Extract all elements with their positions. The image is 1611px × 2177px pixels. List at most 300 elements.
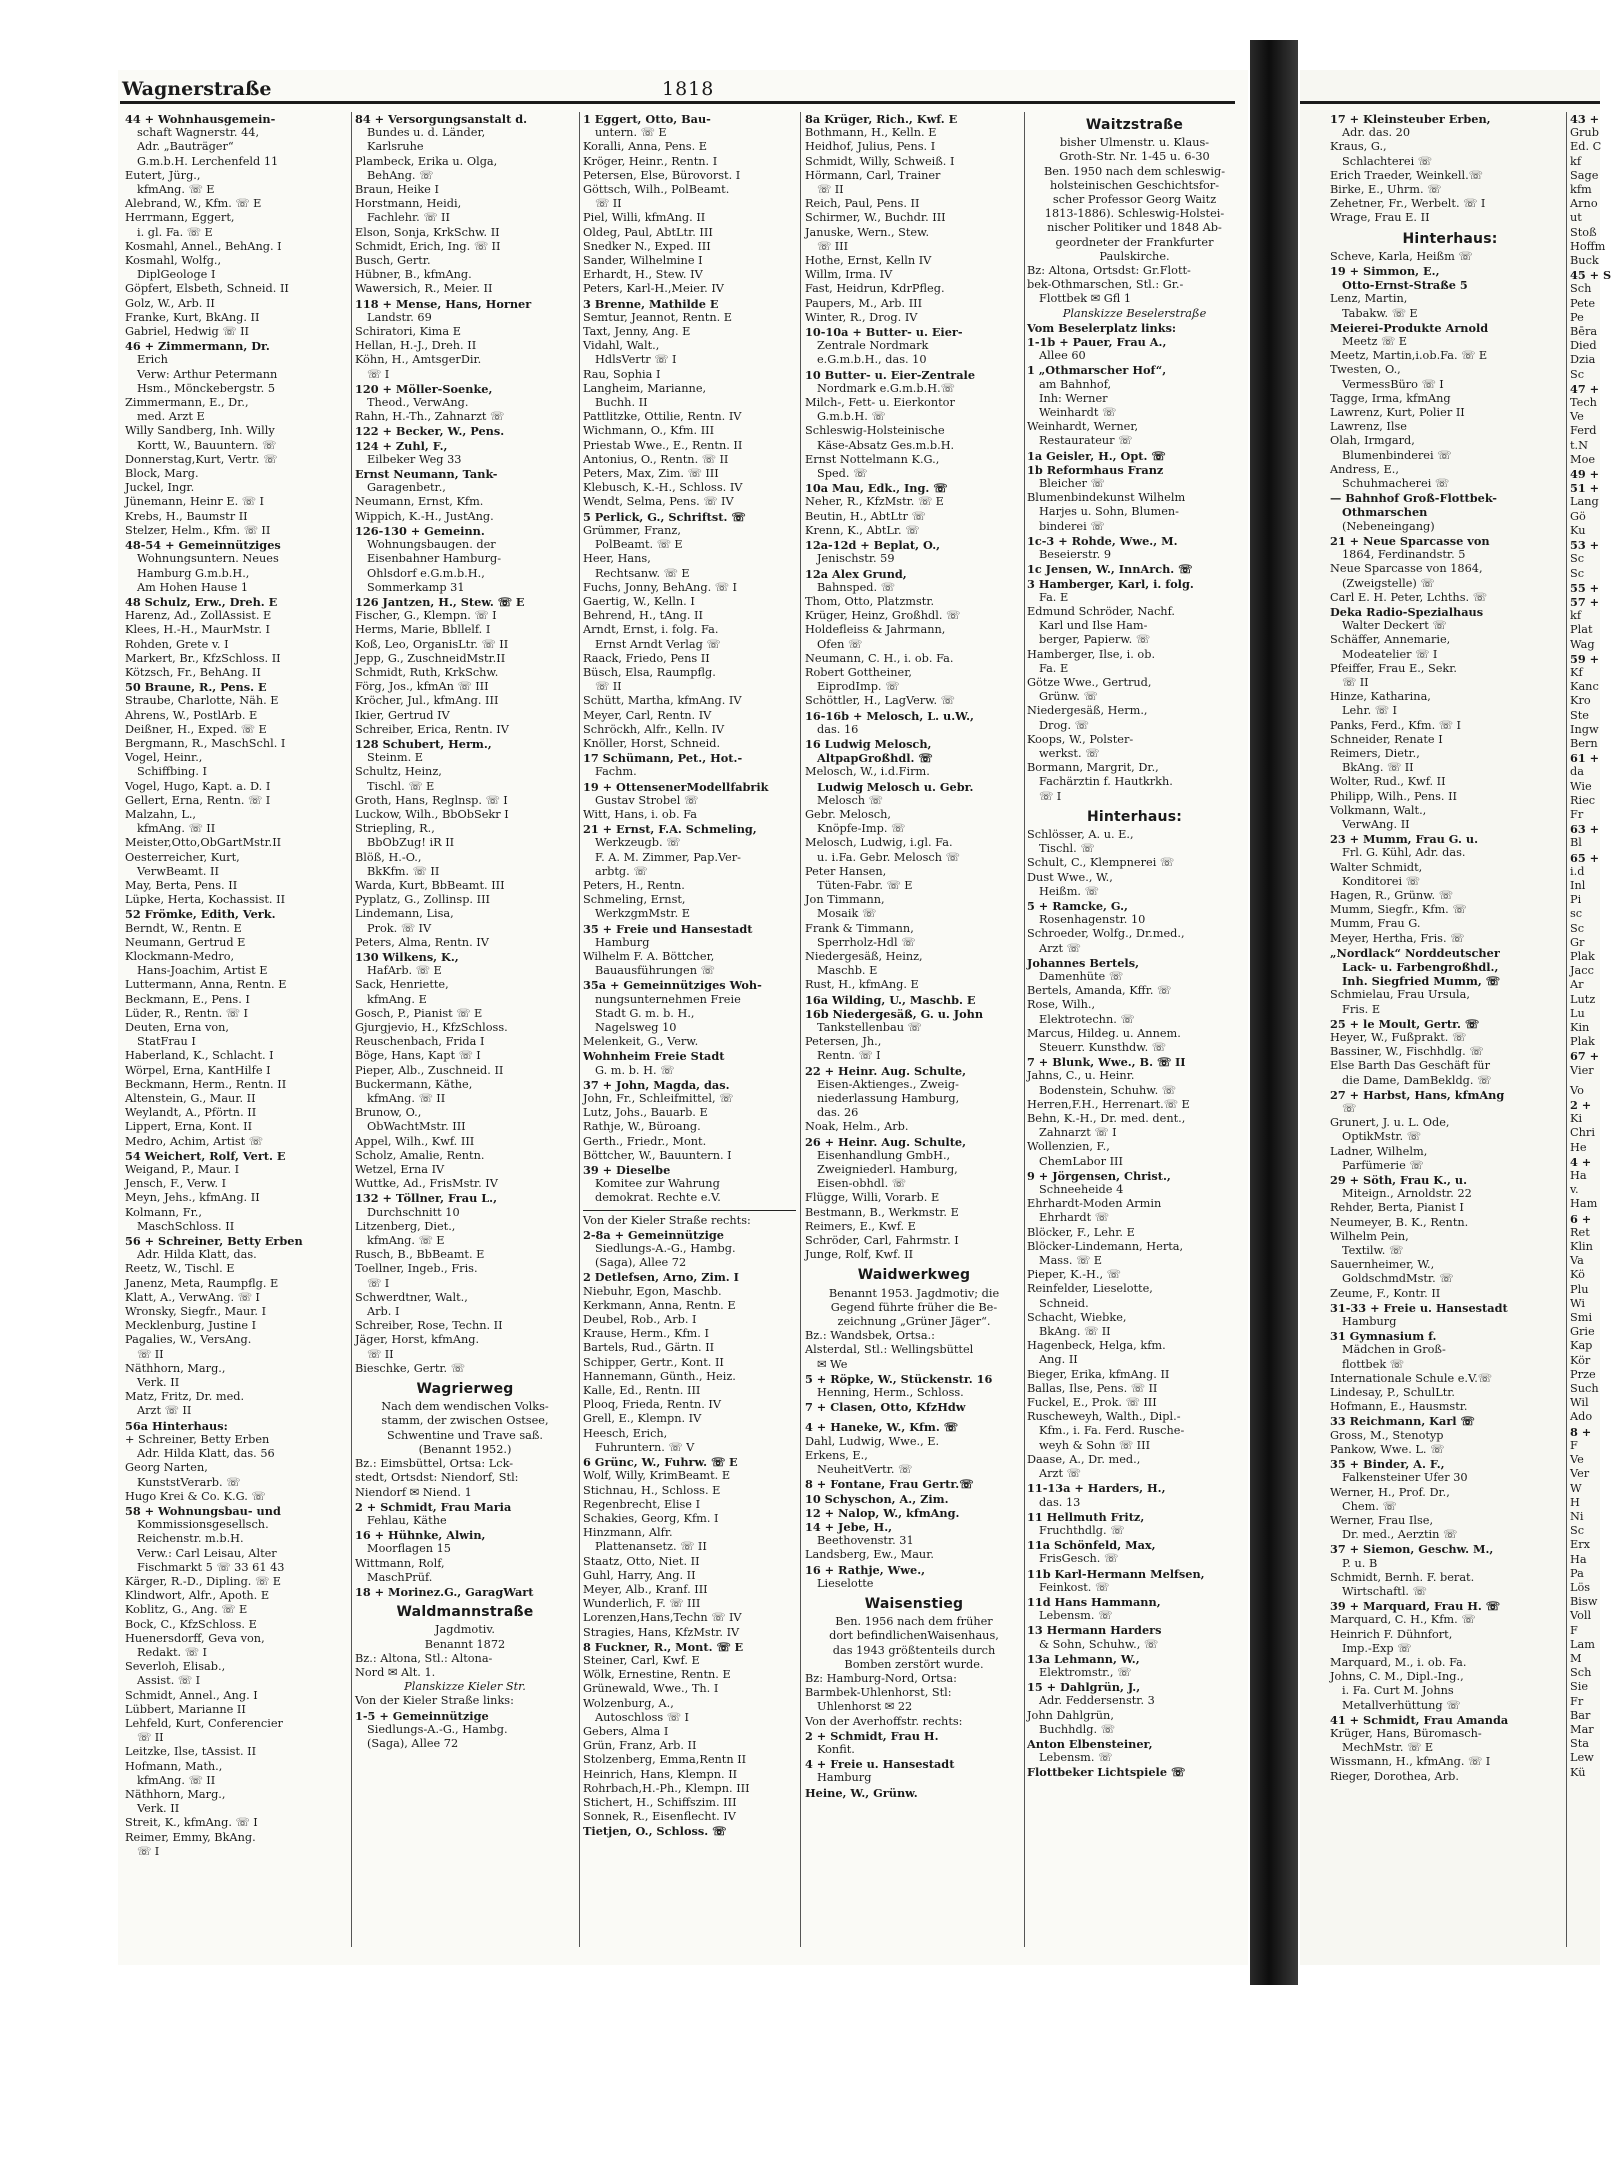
directory-entry: 2 Detlefsen, Arno, Zim. I (583, 1270, 739, 1285)
directory-entry: 53 + (1570, 538, 1600, 553)
directory-entry: Sta (1570, 1737, 1590, 1751)
directory-entry: Fuhruntern. ☏ V (595, 1440, 695, 1454)
directory-entry: Golz, W., Arb. II (125, 296, 215, 310)
directory-entry: Schröckh, Alfr., Kelln. IV (583, 722, 725, 736)
directory-entry: Schlösser, A. u. E., (1027, 827, 1134, 841)
directory-entry: Werner, Frau Ilse, (1330, 1513, 1434, 1527)
directory-entry: (Nebeneingang) (1342, 519, 1435, 533)
directory-entry: Pagalies, W., VersAng. (125, 1333, 252, 1347)
directory-entry: Ste (1570, 708, 1589, 722)
directory-entry: Neumeyer, B. K., Rentn. (1330, 1215, 1469, 1229)
directory-entry: „Nordlack“ Norddeutscher (1330, 945, 1500, 960)
directory-entry: He (1570, 1140, 1587, 1154)
directory-entry: Jahns, C., u. Heinr. (1027, 1069, 1135, 1083)
directory-entry: kfmAng. ☏ E (367, 1234, 445, 1248)
directory-entry: Hofmann, Math., (125, 1759, 223, 1773)
directory-entry: Elson, Sonja, KrkSchw. II (355, 225, 500, 239)
directory-entry: Nagelsweg 10 (595, 1021, 677, 1034)
directory-entry: Kraus, G., (1330, 140, 1387, 154)
directory-entry: 35a + Gemeinnütziges Woh- (583, 978, 762, 993)
directory-entry: Gaertig, W., Kelln. I (583, 594, 695, 608)
directory-entry: 2 + Schmidt, Frau H. (805, 1728, 939, 1743)
directory-entry: Bēra (1570, 325, 1598, 339)
page-header-title: Wagnerstraße (122, 78, 272, 100)
directory-entry: Herms, Marie, Bbllelf. I (355, 623, 491, 637)
directory-entry: Hoffm (1570, 239, 1606, 253)
directory-entry: Lehr. ☏ I (1342, 704, 1397, 718)
directory-entry: Schreiber, Erica, Rentn. IV (355, 722, 509, 736)
directory-entry: ☏ II (367, 1347, 394, 1361)
directory-entry: Schakies, Georg, Kfm. I (583, 1511, 719, 1525)
directory-entry: Litzenberg, Diet., (355, 1219, 456, 1233)
street-note: Paulskirche. (1099, 249, 1170, 263)
directory-entry: Sage (1570, 168, 1599, 182)
directory-entry: Ernst Nottelmann K.G., (805, 452, 940, 466)
directory-entry: Striepling, R., (355, 822, 435, 836)
street-note: Benannt 1872 (424, 1637, 506, 1651)
directory-entry: Bieschke, Gertr. ☏ (355, 1361, 465, 1375)
directory-entry: Wawersich, R., Meier. II (355, 282, 493, 296)
directory-entry: Malzahn, L., (125, 807, 197, 821)
directory-entry: Köhn, H., AmtsgerDir. (355, 353, 482, 367)
directory-entry: Johannes Bertels, (1027, 955, 1139, 970)
directory-entry: Buchhdlg. ☏ (1039, 1722, 1115, 1736)
directory-entry: Krüger, Heinz, Großhdl. ☏ (805, 609, 961, 623)
directory-entry: Brunow, O., (355, 1106, 422, 1120)
directory-entry: 3 Hamberger, Karl, i. folg. (1027, 576, 1194, 591)
column-2 (355, 112, 575, 1952)
directory-entry: 13a Lehmann, W., (1027, 1651, 1140, 1666)
directory-entry: Milch-, Fett- u. Eierkontor (805, 396, 955, 410)
directory-entry: Weinhardt, Werner, (1027, 420, 1139, 434)
directory-entry: Wil (1570, 1396, 1589, 1410)
directory-entry: Lübbert, Marianne II (125, 1702, 246, 1716)
directory-entry: i.d (1570, 864, 1585, 878)
column-divider (351, 112, 352, 1947)
directory-entry: Gellert, Erna, Rentn. ☏ I (125, 793, 271, 807)
directory-entry: MechMstr. ☏ E (1342, 1741, 1434, 1755)
directory-entry: Förg, Jos., kfmAn ☏ III (355, 680, 489, 694)
directory-entry: Arzt ☏ (1039, 1467, 1081, 1481)
directory-entry: Inh: Werner (1039, 391, 1108, 405)
directory-entry: da (1570, 765, 1584, 779)
directory-entry: Othmarschen (1342, 505, 1428, 520)
directory-entry: Johns, C. M., Dipl.-Ing., (1330, 1670, 1464, 1684)
directory-entry: Zeume, F., Kontr. II (1330, 1286, 1441, 1300)
directory-entry: Lawrenz, Kurt, Polier II (1330, 406, 1465, 420)
directory-entry: Gr (1570, 935, 1585, 949)
directory-entry: M (1570, 1651, 1582, 1665)
directory-entry: OptikMstr. ☏ (1342, 1130, 1421, 1144)
directory-entry: Plambeck, Erika u. Olga, (355, 154, 498, 168)
directory-entry: G.m.b.H. Lerchenfeld 11 (137, 154, 279, 168)
directory-entry: Wetzel, Erna IV (355, 1163, 445, 1177)
directory-entry: John, Fr., Schleifmittel, ☏ (583, 1092, 734, 1106)
directory-entry: 21 + Neue Sparcasse von (1330, 533, 1490, 548)
directory-entry: Tischl. ☏ (1039, 842, 1095, 856)
directory-entry: Ernst Neumann, Tank- (355, 467, 498, 482)
directory-entry: Lack- u. Farbengroßhdl., (1342, 959, 1499, 974)
directory-entry: Schirmer, W., Buchdr. III (805, 211, 946, 225)
directory-entry: 52 Frömke, Edith, Verk. (125, 907, 276, 922)
directory-entry: Melosch ☏ (817, 793, 883, 807)
directory-entry: Pa (1570, 1566, 1584, 1580)
directory-entry: Else Barth Das Geschäft für (1330, 1059, 1490, 1073)
directory-entry: Verk. II (137, 1802, 180, 1816)
directory-entry: Grünw. ☏ (1039, 690, 1098, 704)
directory-entry: Kanc (1570, 680, 1599, 694)
directory-entry: Niebuhr, Egon, Maschb. (583, 1284, 722, 1298)
directory-entry: Ballas, Ilse, Pens. ☏ II (1027, 1381, 1158, 1395)
directory-entry: Theod., VerwAng. (367, 396, 469, 410)
directory-entry: — Bahnhof Groß-Flottbek- (1330, 491, 1497, 506)
directory-entry: Luttermann, Anna, Rentn. E (125, 978, 287, 992)
directory-entry: Grümmer, Franz, (583, 523, 681, 537)
directory-entry: Siedlungs-A.-G., Hambg. (367, 1722, 508, 1736)
directory-entry: Internationale Schule e.V.☏ (1330, 1371, 1492, 1385)
directory-entry: Kü (1570, 1765, 1586, 1779)
street-note: bisher Ulmenstr. u. Klaus- (1059, 136, 1210, 150)
directory-entry: Donnerstag,Kurt, Vertr. ☏ (125, 452, 278, 466)
column-divider (579, 112, 580, 1947)
directory-entry: Eilbeker Weg 33 (367, 452, 462, 466)
directory-entry: Bieger, Erika, kfmAng. II (1027, 1367, 1170, 1381)
directory-entry: 67 + (1570, 1049, 1600, 1064)
directory-entry: Fehlau, Käthe (367, 1513, 447, 1527)
street-heading: Waitzstraße (1085, 117, 1184, 133)
directory-entry: 130 Wilkens, K., (355, 949, 459, 964)
street-note: holsteinischen Geschichtsfor- (1049, 178, 1220, 192)
directory-entry: 35 + Freie und Hansestadt (583, 921, 753, 936)
directory-entry: Peter Hansen, (805, 864, 887, 878)
directory-entry: Bz.: Altona, Stl.: Altona- (355, 1651, 493, 1665)
directory-entry: 11a Schönfeld, Max, (1027, 1538, 1156, 1553)
directory-entry: Deuten, Erna von, (125, 1021, 229, 1034)
directory-entry: Wittmann, Rolf, (355, 1556, 445, 1570)
directory-entry: Herren,F.H., Herrenart.☏ E (1027, 1097, 1190, 1111)
directory-entry: Beckmann, Herm., Rentn. II (125, 1077, 287, 1091)
directory-entry: Neumann, Gertrud E (125, 935, 246, 949)
directory-entry: Götze Wwe., Gertrud, (1027, 675, 1152, 689)
directory-entry: 84 + Versorgungsanstalt d. (355, 112, 528, 126)
directory-entry: Weigand, P., Maur. I (125, 1163, 240, 1177)
directory-entry: 4 + Haneke, W., Kfm. ☏ (805, 1420, 958, 1435)
directory-entry: P. u. B (1342, 1556, 1378, 1570)
directory-entry: Marquard, C. H., Kfm. ☏ (1330, 1613, 1476, 1627)
directory-entry: May, Berta, Pens. II (125, 878, 238, 892)
street-note: das 1943 größtenteils durch (832, 1643, 996, 1657)
directory-entry: Gerth., Friedr., Mont. (583, 1134, 707, 1148)
directory-entry: Fa. E (1039, 661, 1069, 675)
directory-entry: ut (1570, 211, 1582, 225)
directory-entry: Blöcker, F., Lehr. E (1027, 1225, 1135, 1239)
header-rule-right (1300, 101, 1600, 104)
directory-entry: Blumenbindekunst Wilhelm (1027, 491, 1186, 505)
directory-entry: Karlsruhe (367, 140, 424, 154)
directory-entry: Wippich, K.-H., JustAng. (355, 509, 494, 523)
directory-entry: Wohnungsbaugen. der (367, 538, 496, 552)
directory-entry: 63 + (1570, 822, 1600, 837)
directory-entry: Sc (1570, 566, 1585, 580)
directory-entry: Hsm., Mönckebergstr. 5 (137, 381, 276, 395)
directory-entry: Lutz (1570, 992, 1596, 1006)
directory-entry: 9 + Jörgensen, Christ., (1027, 1168, 1171, 1183)
directory-entry: Knöller, Horst, Schneid. (583, 736, 721, 750)
directory-entry: 58 + Wohnungsbau- und (125, 1503, 281, 1518)
directory-entry: ☏ I (137, 1844, 160, 1858)
directory-entry: Zweigniederl. Hamburg, (817, 1163, 958, 1177)
directory-entry: Krenn, K., AbtLr. ☏ (805, 523, 920, 537)
directory-entry: Fruchthdlg. ☏ (1039, 1523, 1125, 1537)
directory-entry: 8 Fuckner, R., Mont. ☏ E (583, 1639, 744, 1654)
directory-entry: Konfit. (817, 1742, 855, 1756)
directory-entry: Vogel, Heinr., (125, 751, 203, 765)
directory-entry: Toellner, Ingeb., Fris. (355, 1262, 478, 1276)
directory-entry: 57 + (1570, 594, 1600, 609)
directory-entry: Pe (1570, 310, 1584, 324)
directory-entry: Rosenhagenstr. 10 (1039, 913, 1146, 927)
directory-entry: Meetz ☏ E (1342, 335, 1407, 349)
directory-entry: weyh & Sohn ☏ III (1039, 1438, 1151, 1452)
directory-entry: Siedlungs-A.-G., Hambg. (595, 1242, 736, 1256)
directory-entry: Meyer, Alb., Kranf. III (583, 1582, 708, 1596)
directory-entry: 59 + (1570, 651, 1600, 666)
directory-entry: Lüder, R., Rentn. ☏ I (125, 1006, 248, 1020)
directory-entry: 54 Weichert, Rolf, Vert. E (125, 1148, 286, 1163)
directory-entry: Bundes u. d. Länder, (367, 126, 486, 140)
directory-entry: Gjurgjevio, H., KfzSchloss. (355, 1021, 508, 1034)
directory-entry: Feinkost. ☏ (1039, 1580, 1110, 1594)
directory-entry: 31-33 + Freie u. Hansestadt (1330, 1300, 1508, 1315)
directory-entry: 16 + Hühnke, Alwin, (355, 1528, 486, 1543)
directory-entry: Maschb. E (817, 964, 878, 978)
directory-entry: Fris. E (1342, 1002, 1381, 1016)
directory-entry: Groth, Hans, Reglnsp. ☏ I (355, 793, 508, 807)
directory-entry: 19 + Simmon, E., (1330, 264, 1440, 279)
directory-entry: Dust Wwe., W., (1027, 870, 1113, 884)
directory-entry: Gö (1570, 509, 1586, 523)
directory-entry: Juckel, Ingr. (125, 481, 195, 495)
directory-entry: 2 + Schmidt, Frau Maria (355, 1499, 512, 1514)
directory-entry: ✉ We (817, 1357, 848, 1371)
directory-entry: Adr. Hilda Klatt, das. (137, 1248, 257, 1262)
directory-entry: Stragies, Hans, KfzMstr. IV (583, 1625, 740, 1639)
directory-entry: 39 + Marquard, Frau H. ☏ (1330, 1599, 1500, 1614)
directory-entry: Otto-Ernst-Straße 5 (1342, 278, 1468, 293)
street-note: geordneter der Frankfurter (1055, 235, 1214, 249)
directory-entry: Schiratori, Kima E (355, 325, 461, 339)
directory-entry: Flottbeker Lichtspiele ☏ (1027, 1765, 1186, 1780)
directory-entry: Willm, Irma. IV (805, 268, 893, 282)
directory-entry: Inh. Siegfried Mumm, ☏ (1342, 974, 1500, 989)
directory-entry: Hamburg G.m.b.H., (137, 566, 250, 580)
directory-entry: Kosmahl, Wolfg., (125, 254, 222, 268)
street-note: Planskizze Beselerstraße (1062, 306, 1207, 320)
directory-entry: 27 + Harbst, Hans, kfmAng (1330, 1087, 1505, 1102)
directory-entry: Bormann, Margrit, Dr., (1027, 761, 1159, 775)
directory-entry: Hörmann, Carl, Trainer (805, 168, 941, 182)
directory-entry: Arno (1570, 197, 1598, 211)
directory-entry: ☏ II (595, 680, 622, 694)
directory-entry: Matz, Fritz, Dr. med. (125, 1390, 245, 1404)
directory-entry: Wolter, Rud., Kwf. II (1330, 775, 1446, 789)
directory-entry: Frank & Timmann, (805, 921, 914, 935)
directory-entry: Sommerkamp 31 (367, 580, 465, 594)
directory-entry: 126-130 + Gemeinn. (355, 523, 485, 538)
directory-entry: Panks, Ferd., Kfm. ☏ I (1330, 718, 1461, 732)
directory-entry: Pattlitzke, Ottilie, Rentn. IV (583, 410, 742, 424)
directory-entry: Kolmann, Fr., (125, 1205, 202, 1219)
directory-entry: Schütt, Martha, kfmAng. IV (583, 694, 742, 708)
directory-entry: 8a Krüger, Rich., Kwf. E (805, 112, 958, 126)
directory-entry: Böttcher, W., Bauuntern. I (583, 1148, 732, 1162)
street-heading: Hinterhaus: (1402, 230, 1498, 247)
directory-entry: Franke, Kurt, BkAng. II (125, 310, 260, 324)
directory-entry: Reimer, Emmy, BkAng. (125, 1830, 256, 1844)
directory-entry: Verk. II (137, 1376, 180, 1390)
directory-entry: kfm (1570, 183, 1592, 197)
column-divider (1566, 112, 1567, 1947)
directory-entry: Schröder, Carl, Fahrmstr. I (805, 1234, 959, 1248)
directory-entry: 128 Schubert, Herm., (355, 736, 492, 751)
directory-entry: BkAng. ☏ II (1039, 1325, 1111, 1339)
directory-entry: Konditorei ☏ (1342, 874, 1420, 888)
directory-entry: Horstmann, Heidi, (355, 197, 462, 211)
directory-entry: 12 + Nalop, W., kfmAng. (805, 1505, 960, 1520)
directory-entry: Schuhmacherei ☏ (1342, 477, 1450, 491)
directory-entry: Thom, Otto, Platzmstr. (805, 594, 935, 608)
directory-entry: 1-5 + Gemeinnützige (355, 1708, 489, 1723)
directory-entry: Arzt ☏ II (137, 1404, 192, 1418)
directory-entry: Wolf, Willy, KrimBeamt. E (583, 1469, 731, 1483)
directory-entry: Sauernheimer, W., (1330, 1258, 1435, 1272)
street-heading: Hinterhaus: (1086, 808, 1183, 825)
directory-entry: ☏ II (595, 197, 622, 211)
directory-entry: 55 + (1570, 580, 1600, 595)
directory-entry: Eisenbahner Hamburg- (367, 552, 502, 566)
directory-entry: nungsunternehmen Freie (595, 992, 741, 1006)
directory-entry: u. i.Fa. Gebr. Melosch ☏ (817, 850, 960, 864)
directory-entry: das. 16 (817, 722, 859, 736)
directory-entry: 5 + Ramcke, G., (1027, 898, 1128, 913)
directory-entry: Heinrich F. Dühnfort, (1330, 1627, 1453, 1641)
directory-entry: Tietjen, O., Schloss. ☏ (583, 1824, 727, 1839)
directory-entry: Henning, Herm., Schloss. (817, 1386, 964, 1400)
directory-entry: 12a-12d + Beplat, O., (805, 538, 941, 553)
directory-entry: 118 + Mense, Hans, Horner (355, 296, 532, 311)
directory-entry: Grunert, J. u. L. Ode, (1330, 1116, 1450, 1130)
directory-entry: Moorflagen 15 (367, 1542, 451, 1556)
directory-entry: Peters, Karl-H.,Meier. IV (583, 282, 724, 296)
directory-entry: 10 Butter- u. Eier-Zentrale (805, 367, 976, 382)
directory-entry: 37 + Siemon, Geschw. M., (1330, 1542, 1494, 1557)
directory-entry: John Dahlgrün, (1027, 1708, 1114, 1722)
directory-entry: Mecklenburg, Justine I (125, 1319, 257, 1333)
directory-entry: Wohnungsuntern. Neues (137, 552, 279, 566)
directory-entry: Lindesay, P., SchulLtr. (1330, 1386, 1456, 1400)
directory-entry: Winter, R., Drog. IV (805, 310, 918, 324)
directory-entry: VerwBeamt. II (137, 864, 219, 878)
directory-entry: Gebr. Melosch, (805, 807, 891, 821)
directory-entry: Autoschloss ☏ I (595, 1710, 689, 1724)
directory-entry: Bergmann, R., MaschSchl. I (125, 736, 286, 750)
directory-entry: Heine, W., Grünw. (805, 1785, 918, 1800)
directory-entry: Stichert, H., Schiffszim. III (583, 1795, 737, 1809)
directory-entry: Olah, Irmgard, (1330, 434, 1415, 448)
directory-entry: EiprodImp. ☏ (817, 680, 900, 694)
directory-entry: 23 + Mumm, Frau G. u. (1330, 832, 1479, 847)
directory-entry: Hugo Krei & Co. K.G. ☏ (125, 1489, 266, 1503)
directory-entry: Hamburg (1342, 1315, 1397, 1329)
directory-entry: Bauausführungen ☏ (595, 964, 715, 978)
directory-entry: Junge, Rolf, Kwf. II (805, 1248, 914, 1262)
directory-entry: ☏ II (137, 1347, 164, 1361)
directory-entry: Sch (1570, 1666, 1592, 1680)
directory-entry: Berndt, W., Rentn. E (125, 921, 242, 935)
directory-entry: Mumm, Frau G. (1330, 917, 1421, 931)
directory-entry: GoldschmdMstr. ☏ (1342, 1272, 1454, 1286)
directory-entry: Kröger, Heinr., Rentn. I (583, 154, 718, 168)
directory-entry: Koß, Leo, OrganisLtr. ☏ II (355, 637, 509, 651)
directory-entry: Koralli, Anna, Pens. E (583, 140, 708, 154)
directory-entry: Antonius, O., Rentn. ☏ II (583, 452, 729, 466)
directory-entry: Beckmann, E., Pens. I (125, 992, 250, 1006)
directory-entry: Marquard, M., i. ob. Fa. (1330, 1655, 1467, 1669)
directory-entry: Died (1570, 339, 1597, 353)
directory-entry: Lüpke, Herta, Kochassist. II (125, 893, 286, 907)
directory-entry: Bodenstein, Schuhw. ☏ (1039, 1083, 1176, 1097)
directory-entry: kfmAng. ☏ II (137, 1773, 216, 1787)
directory-entry: Meyn, Jehs., kfmAng. II (125, 1191, 260, 1205)
directory-entry: Gustav Strobel ☏ (595, 793, 699, 807)
directory-entry: Ver (1570, 1467, 1590, 1481)
directory-entry: 16a Wilding, U., Maschb. E (805, 992, 976, 1007)
directory-entry: Kap (1570, 1339, 1593, 1353)
directory-entry: 1-1b + Pauer, Frau A., (1027, 335, 1167, 350)
directory-entry: Neher, R., KfzMstr. ☏ E (805, 495, 944, 509)
directory-entry: Sperrholz-Hdl ☏ (817, 935, 916, 949)
directory-entry: Arndt, Ernst, i. folg. Fa. (583, 623, 719, 637)
directory-entry: Elektromstr., ☏ (1039, 1665, 1132, 1679)
directory-entry: Blumenbinderei ☏ (1342, 448, 1452, 462)
directory-entry: Vo (1570, 1083, 1584, 1097)
directory-entry: Twesten, O., (1330, 363, 1401, 377)
directory-entry: Schlachterei ☏ (1342, 154, 1432, 168)
directory-entry: Sped. ☏ (817, 467, 868, 481)
directory-entry: Pankow, Wwe. L. ☏ (1330, 1442, 1445, 1456)
directory-entry: 25 + le Moult, Gertr. ☏ (1330, 1016, 1480, 1031)
directory-entry: Wirtschaftl. ☏ (1342, 1584, 1427, 1598)
directory-entry: 49 + (1570, 467, 1600, 482)
street-note: Gegend führte früher die Be- (830, 1300, 998, 1314)
directory-entry: Schiffbing. I (137, 765, 207, 779)
directory-entry: Meyer, Hertha, Fris. ☏ (1330, 931, 1465, 945)
directory-entry: Fr (1570, 1694, 1584, 1708)
street-note: Benannt 1953. Jagdmotiv; die (828, 1286, 1000, 1300)
directory-entry: Reichenstr. m.b.H. (137, 1532, 244, 1546)
directory-entry: Kö (1570, 1268, 1585, 1282)
directory-entry: Böge, Hans, Kapt ☏ I (355, 1049, 481, 1063)
directory-entry: Schäffer, Annemarie, (1330, 633, 1451, 647)
directory-entry: Ehrhardt-Moden Armin (1027, 1197, 1162, 1211)
directory-entry: Deubel, Rob., Arb. I (583, 1313, 697, 1327)
directory-entry: Lös (1570, 1580, 1591, 1594)
directory-entry: Severloh, Elisab., (125, 1660, 226, 1674)
directory-entry: Grub (1570, 126, 1599, 140)
directory-entry: 26 + Heinr. Aug. Schulte, (805, 1134, 967, 1149)
directory-entry: 11-13a + Harders, H., (1027, 1481, 1166, 1496)
directory-entry: Koops, W., Polster- (1027, 732, 1134, 746)
